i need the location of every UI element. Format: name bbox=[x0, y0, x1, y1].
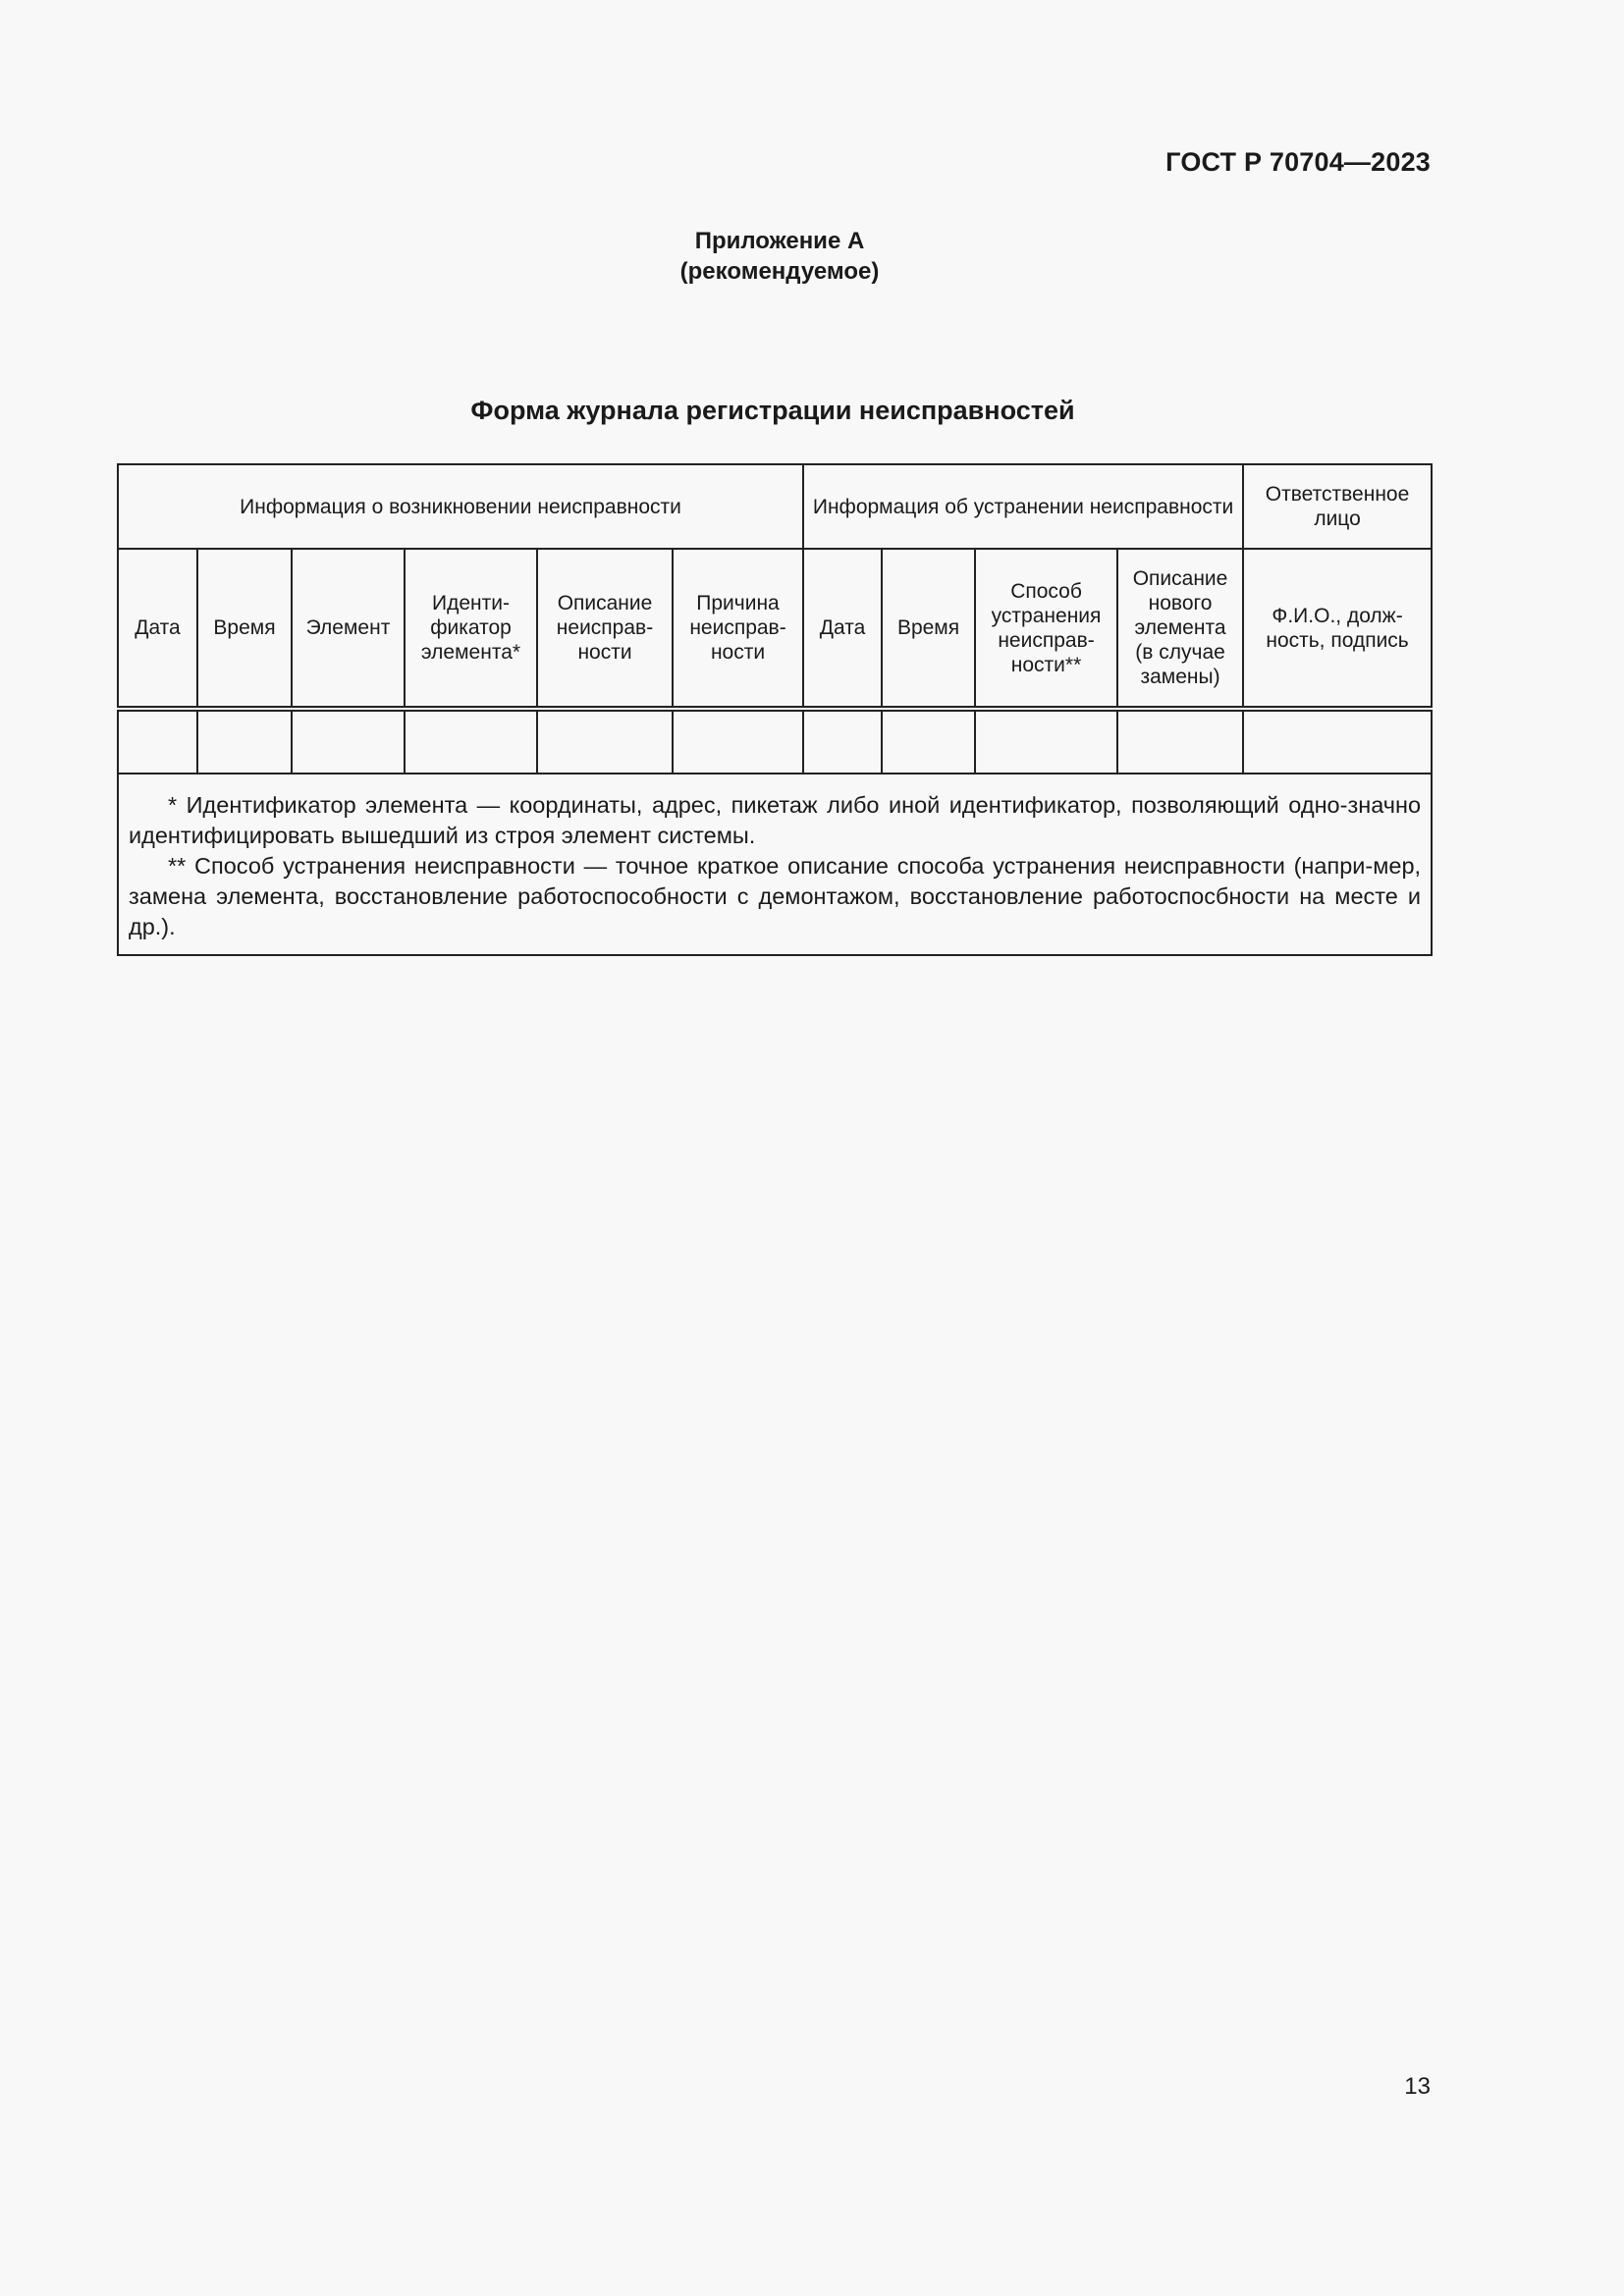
entry-cell[interactable] bbox=[197, 709, 292, 774]
column-header-row bbox=[118, 549, 1432, 709]
col-identifier: Иденти- фикатор элемента* bbox=[405, 549, 537, 709]
appendix-subtitle: (рекомендуемое) bbox=[679, 258, 880, 285]
fault-journal-table bbox=[117, 463, 1433, 956]
notes-cell bbox=[118, 774, 1432, 955]
footnote-method: ** Способ устранения неисправности — точное краткое описание способа устранения неисправности (напри-мер, замена элемента, восстановление работоспособности с демонтажом, восстановление работоспосбности на месте и др.). bbox=[129, 853, 1422, 939]
col-new-element: Описание нового элемента (в случае замены) bbox=[1117, 549, 1243, 709]
group-occurrence-header: Информация о возникновении неисправности bbox=[118, 464, 803, 549]
col-fault-cause: Причина неисправ- ности bbox=[673, 549, 803, 709]
col-fault-description: Описание неисправ- ности bbox=[537, 549, 673, 709]
form-title: Форма журнала регистрации неисправностей bbox=[470, 396, 1075, 425]
entry-cell[interactable] bbox=[673, 709, 803, 774]
entry-cell[interactable] bbox=[803, 709, 882, 774]
entry-cell[interactable] bbox=[118, 709, 197, 774]
page-number: 13 bbox=[1404, 2073, 1431, 2100]
entry-cell[interactable] bbox=[1243, 709, 1432, 774]
group-header-row bbox=[118, 464, 1432, 549]
col-date-2: Дата bbox=[803, 549, 882, 709]
col-date-1: Дата bbox=[118, 549, 197, 709]
col-time-1: Время bbox=[197, 549, 292, 709]
entry-cell[interactable] bbox=[292, 709, 405, 774]
group-responsible-header: Ответственное лицо bbox=[1243, 464, 1432, 549]
entry-cell[interactable] bbox=[405, 709, 537, 774]
col-time-2: Время bbox=[882, 549, 975, 709]
col-element: Элемент bbox=[292, 549, 405, 709]
col-elimination-method: Способ устранения неисправ- ности** bbox=[975, 549, 1117, 709]
group-elimination-header: Информация об устранении неисправности bbox=[803, 464, 1243, 549]
footnote-identifier: * Идентификатор элемента — координаты, адрес, пикетаж либо иной идентификатор, позволяющий одно-значно идентифицировать вышедший из строя элемент системы. bbox=[129, 792, 1422, 848]
appendix-title: Приложение А bbox=[694, 228, 865, 254]
standard-number: ГОСТ Р 70704—2023 bbox=[1165, 147, 1431, 177]
entry-cell[interactable] bbox=[1117, 709, 1243, 774]
col-signature: Ф.И.О., долж- ность, подпись bbox=[1243, 549, 1432, 709]
entry-cell[interactable] bbox=[537, 709, 673, 774]
entry-cell[interactable] bbox=[882, 709, 975, 774]
empty-entry-row bbox=[118, 709, 1432, 774]
notes-row bbox=[118, 774, 1432, 955]
entry-cell[interactable] bbox=[975, 709, 1117, 774]
